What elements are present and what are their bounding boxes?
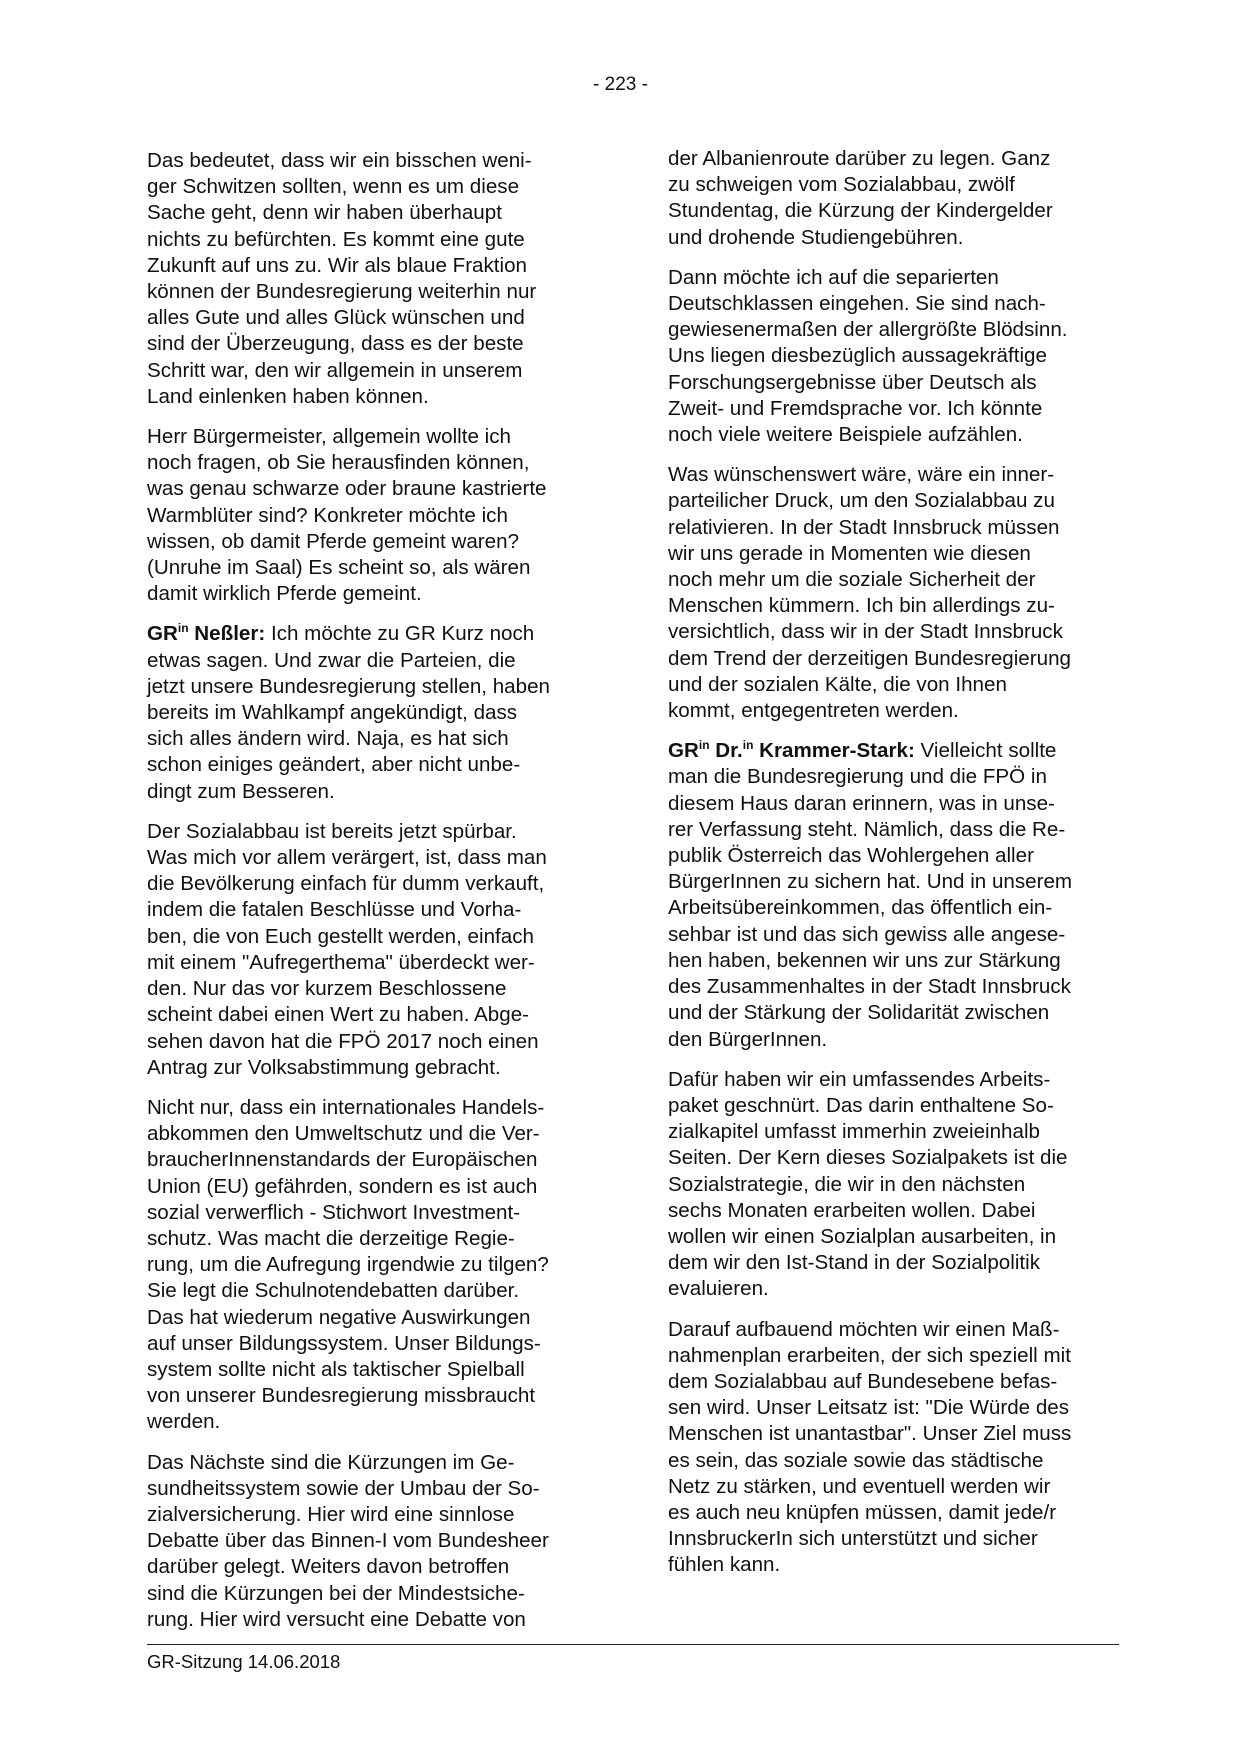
speaker-paragraph xyxy=(147,621,597,804)
paragraph: Dafür haben wir ein umfassendes Arbeits- paket geschnürt. Das darin enthaltene So- zialkapitel umfasst immerhin zweieinhalb Seiten. Der Kern dieses Sozialpakets ist die Sozialstrategie, die wir in den nächsten sechs Monaten erarbeiten wollen. Dabei wollen wir einen Sozialplan ausarbeiten, in dem wir den Ist-Stand in der Sozialpolitik evaluieren. xyxy=(668,1067,1068,1301)
speaker-name: $GR^{in}$ Neßler: xyxy=(147,621,266,646)
left-column xyxy=(147,148,597,1647)
paragraph: Der Sozialabbau ist bereits jetzt spürbar. Was mich vor allem verärgert, ist, dass man die Bevölkerung einfach für dumm verkauft, indem die fatalen Beschlüsse und Vorha- ben, die von Euch gestellt werden, einfach mit einem "Aufregerthema" überdeckt wer- den. Nur das vor kurzem Beschlossene scheint dabei einen Wert zu haben. Abge- sehen davon hat die FPÖ 2017 noch einen Antrag zur Volksabstimmung gebracht. xyxy=(147,819,547,1079)
paragraph: Darauf aufbauend möchten wir einen Maß- nahmenplan erarbeiten, der sich speziell mit dem Sozialabbau auf Bundesebene befas- sen wird. Unser Leitsatz ist: "Die Würde des Menschen ist unantastbar". Unser Ziel muss es sein, das soziale sowie das städtische Netz zu stärken, und eventuell werden wir es auch neu knüpfen müssen, damit jede/r InnsbruckerIn sich unterstützt und sicher fühlen kann. xyxy=(668,1317,1072,1577)
footer-session-date: GR-Sitzung 14.06.2018 xyxy=(147,1651,341,1672)
paragraph: Was wünschenswert wäre, wäre ein inner- parteilicher Druck, um den Sozialabbau zu relativieren. In der Stadt Innsbruck müssen wir uns gerade in Momenten wie diesen noch mehr um die soziale Sicherheit der Menschen kümmern. Ich bin allerdings zu- versichtlich, dass wir in der Stadt Innsbruck dem Trend der derzeitigen Bundesregierung und der sozialen Kälte, die von Ihnen kommt, entgegentreten werden. xyxy=(668,463,1071,723)
paragraph: Das bedeutet, dass wir ein bisschen weni- ger Schwitzen sollten, wenn es um diese Sache geht, denn wir haben überhaupt nichts zu befürchten. Es kommt eine gute Zukunft auf uns zu. Wir als blaue Fraktion können der Bundesregierung weiterhin nur alles Gute und alles Glück wünschen und sind der Überzeugung, dass es der beste Schritt war, den wir allgemein in unserem Land einlenken haben können. xyxy=(147,149,537,408)
page-number: - 223 - xyxy=(593,74,648,95)
speaker-paragraph xyxy=(668,738,1118,1052)
paragraph: der Albanienroute darüber zu legen. Ganz zu schweigen vom Sozialabbau, zwölf Stundentag, die Kürzung der Kindergelder und drohende Studiengebühren. xyxy=(668,147,1053,249)
speech-text: Ich möchte zu GR Kurz noch etwas sagen. Und zwar die Parteien, die jetzt unsere Bundesregierung stellen, haben bereits im Wahlkampf angekündigt, dass sich alles ändern wird. Naja, es hat sich schon einiges geändert, aber nicht unbe- dingt zum Besseren. xyxy=(147,622,550,803)
paragraph: Das Nächste sind die Kürzungen im Ge- sundheitssystem sowie der Umbau der So- zialversicherung. Hier wird eine sinnlose Debatte über das Binnen-I vom Bundesheer darüber gelegt. Weiters davon betroffen sind die Kürzungen bei der Mindestsiche- rung. Hier wird versucht eine Debatte von xyxy=(147,1450,549,1631)
paragraph: Nicht nur, dass ein internationales Handels- abkommen den Umweltschutz und die Ver- braucherInnenstandards der Europäischen Union (EU) gefährden, sondern es ist auch sozial verwerflich - Stichwort Investment- schutz. Was macht die derzeitige Regie- rung, um die Aufregung irgendwie zu tilgen? Sie legt die Schulnotendebatten darüber. Das hat wiederum negative Auswirkungen auf unser Bildungssystem. Unser Bildungs- system sollte nicht als taktischer Spielball von unserer Bundesregierung missbraucht werden. xyxy=(147,1095,549,1434)
footer-divider xyxy=(147,1644,1119,1645)
speech-text: Vielleicht sollte man die Bundesregierung und die FPÖ in diesem Haus daran erinnern, was in unse- rer Verfassung steht. Nämlich, dass die Re- publik Österreich das Wohlergehen aller BürgerInnen zu sichern hat. Und in unserem Arbeitsübereinkommen, das öffentlich ein- sehbar ist und das sich gewiss alle angese- hen haben, bekennen wir uns zur Stärkung des Zusammenhaltes in der Stadt Innsbruck und der Stärkung der Solidarität zwischen den BürgerInnen. xyxy=(668,739,1073,1051)
speaker-name: $GR^{in}$ Dr.$^{in}$ Krammer-Stark: xyxy=(668,738,915,763)
paragraph: Dann möchte ich auf die separierten Deutschklassen eingehen. Sie sind nach- gewiesenermaßen der allergrößte Blödsinn. Uns liegen diesbezüglich aussagekräftige Forschungsergebnisse über Deutsch als Zweit- und Fremdsprache vor. Ich könnte noch viele weitere Beispiele aufzählen. xyxy=(668,265,1068,447)
right-column xyxy=(668,146,1118,1593)
paragraph: Herr Bürgermeister, allgemein wollte ich noch fragen, ob Sie herausfinden können, was genau schwarze oder braune kastrierte Warmblüter sind? Konkreter möchte ich wissen, ob damit Pferde gemeint waren? (Unruhe im Saal) Es scheint so, als wären damit wirklich Pferde gemeint. xyxy=(147,425,547,606)
